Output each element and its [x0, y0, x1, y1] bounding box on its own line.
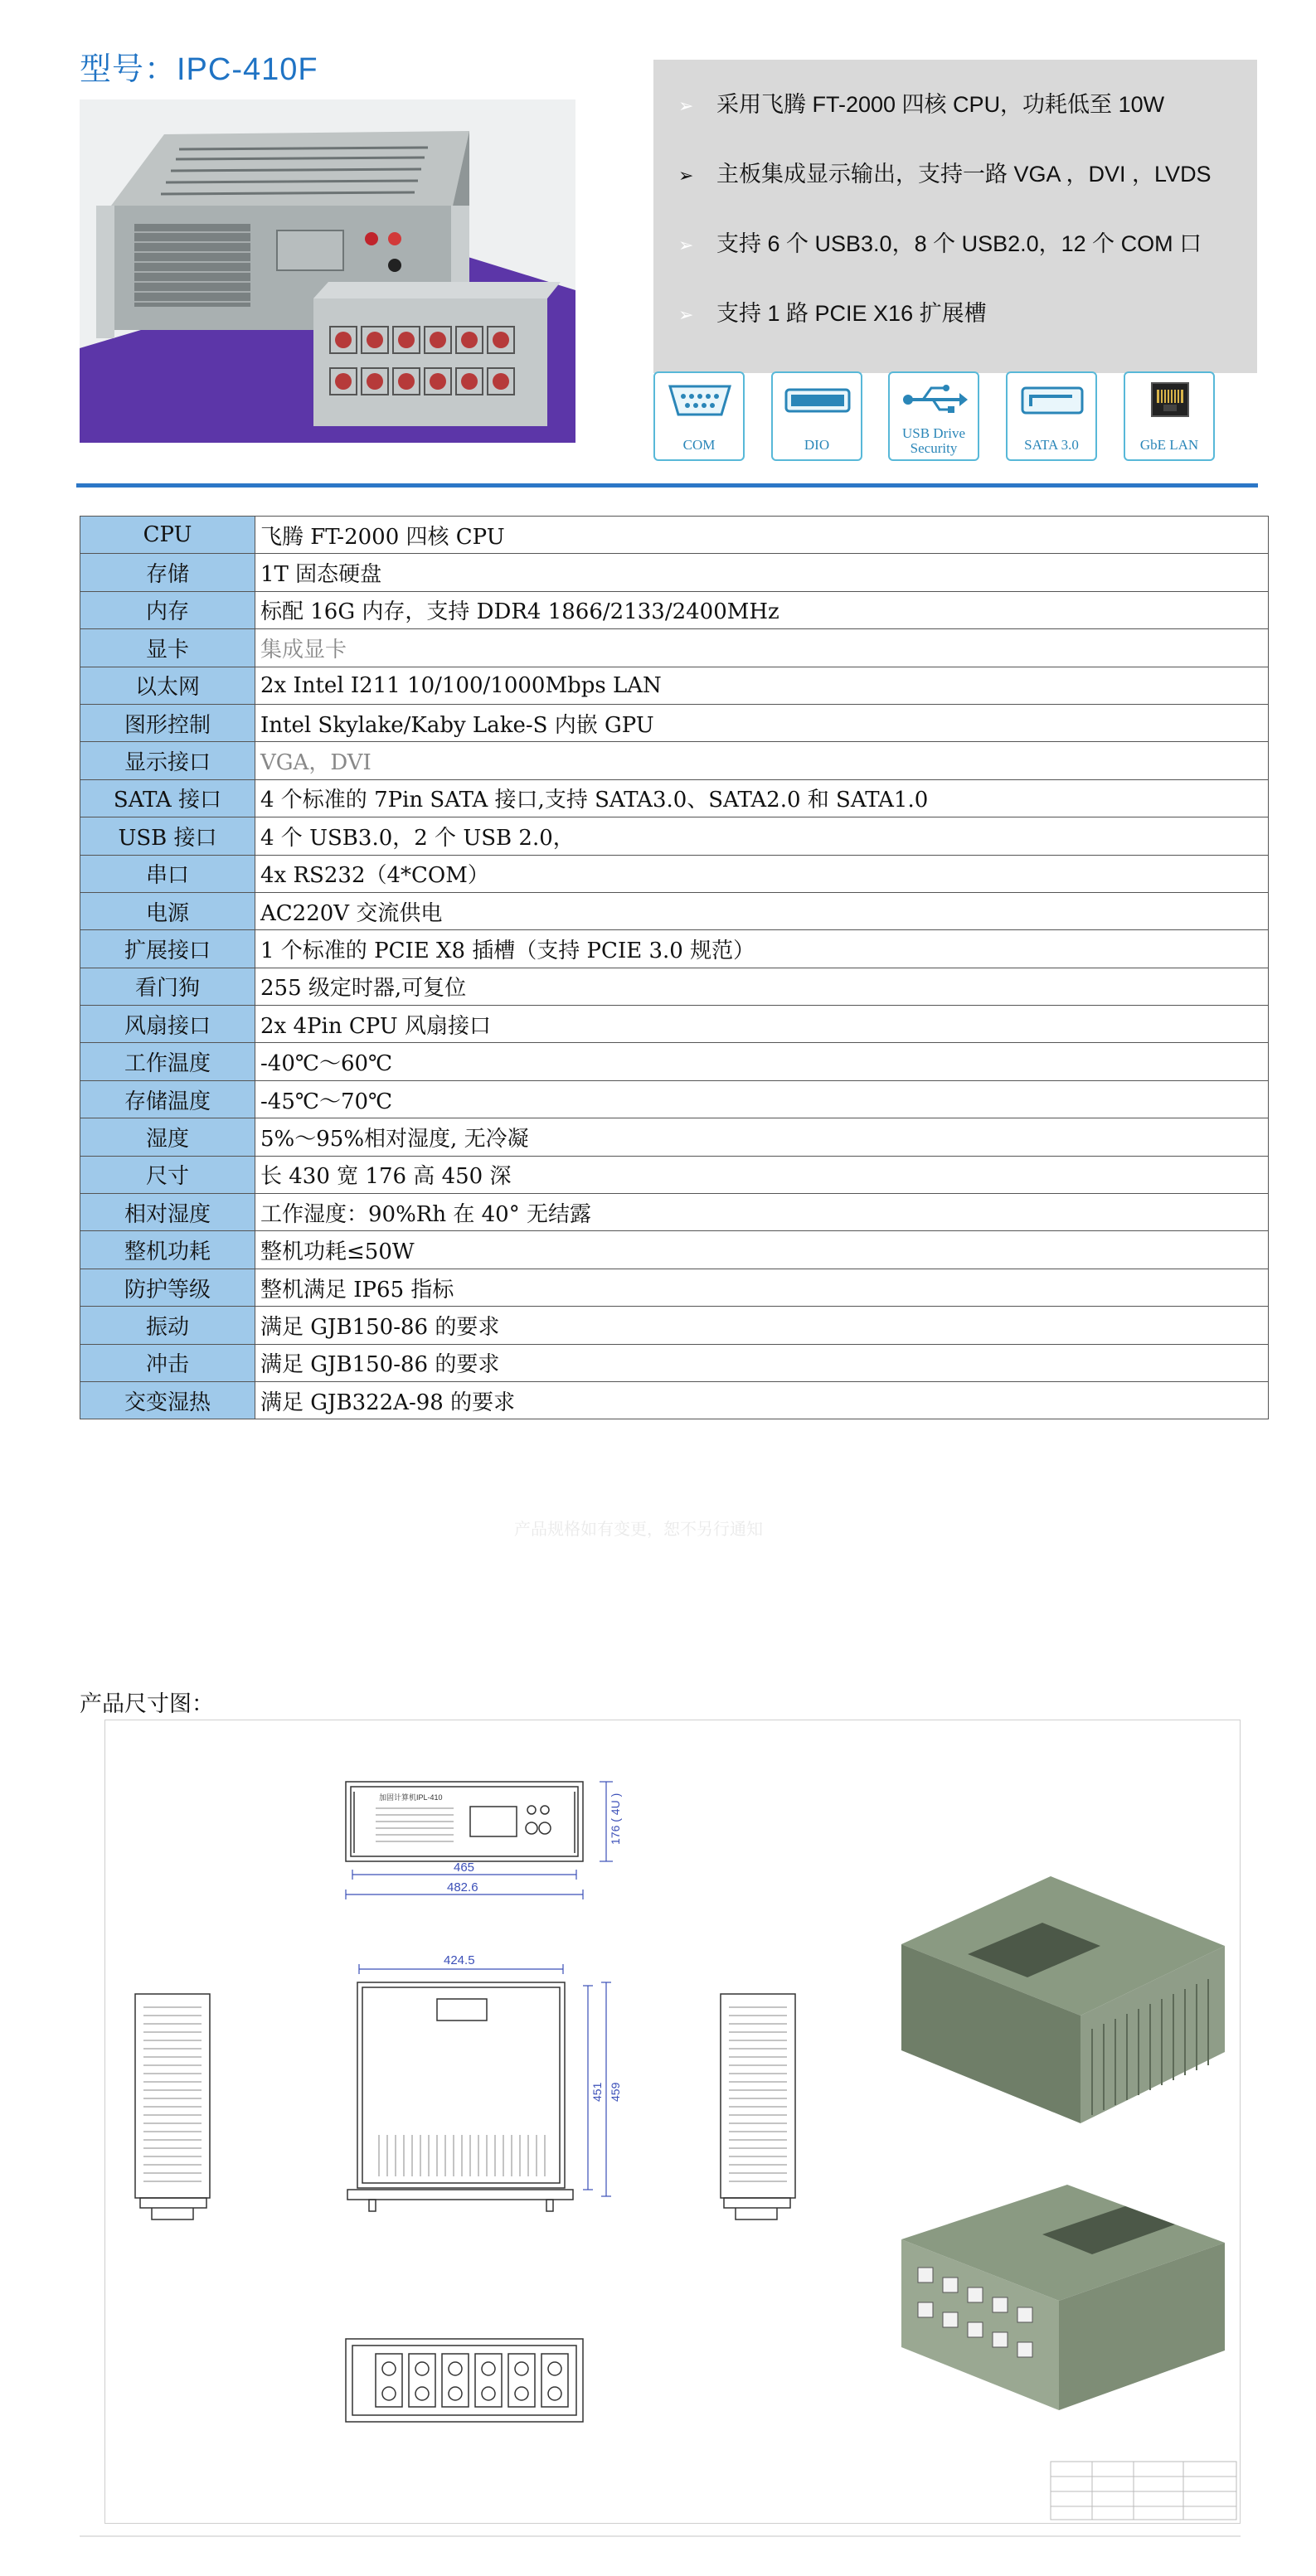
arrow-bullet-icon: ➢: [678, 235, 694, 255]
spec-value: 满足 GJB150-86 的要求: [255, 1344, 1269, 1381]
spec-value: AC220V 交流供电: [255, 892, 1269, 929]
feature-item: ➢ 支持 6 个 USB3.0，8 个 USB2.0，12 个 COM 口: [678, 231, 1202, 256]
spec-row: [80, 1080, 1269, 1118]
footer-divider: [80, 2535, 1241, 2537]
disclaimer-note: 产品规格如有变更，恕不另行通知: [514, 1521, 763, 1539]
spec-key: 湿度: [80, 1118, 255, 1156]
spec-key: 显示接口: [80, 742, 255, 779]
spec-row: [80, 704, 1269, 741]
feature-list: [653, 60, 1257, 373]
spec-row: [80, 1043, 1269, 1080]
interface-label: GbE LAN: [1139, 437, 1199, 453]
page-title: 型号：IPC-410F: [80, 52, 318, 87]
interface-label: USB Drive Security: [901, 425, 966, 456]
feature-item: ➢ 主板集成显示输出，支持一路 VGA ，DVI ，LVDS: [678, 162, 1212, 187]
interface-com: [653, 371, 745, 461]
spec-row: [80, 1194, 1269, 1231]
spec-row: [80, 855, 1269, 892]
spec-row: [80, 742, 1269, 779]
spec-row: [80, 517, 1269, 554]
spec-row: [80, 817, 1269, 855]
spec-key: 振动: [80, 1307, 255, 1344]
spec-key: CPU: [80, 517, 255, 554]
spec-row: [80, 1231, 1269, 1269]
spec-row: [80, 892, 1269, 929]
front-width-inner-label: 465: [454, 1860, 475, 1875]
spec-key: 相对湿度: [80, 1194, 255, 1231]
spec-key: 风扇接口: [80, 1006, 255, 1043]
spec-value: 整机功耗≤50W: [255, 1231, 1269, 1269]
top-depth-inner-label: 451: [590, 2082, 604, 2102]
spec-key: 图形控制: [80, 704, 255, 741]
serial-port-icon: [665, 380, 735, 421]
spec-key: 扩展接口: [80, 930, 255, 968]
spec-value: 4 个 USB3.0，2 个 USB 2.0，: [255, 817, 1269, 855]
rear-view: [346, 2339, 583, 2422]
dio-connector-icon: [783, 380, 852, 421]
arrow-bullet-icon: ➢: [678, 165, 694, 186]
spec-row: [80, 1118, 1269, 1156]
spec-key: 电源: [80, 892, 255, 929]
spec-key: 交变湿热: [80, 1381, 255, 1419]
interface-label: DIO: [804, 437, 830, 453]
spec-row: [80, 591, 1269, 628]
spec-value: 整机满足 IP65 指标: [255, 1269, 1269, 1306]
spec-row: [80, 930, 1269, 968]
front-height-label: 176 ( 4U ): [609, 1793, 622, 1845]
spec-row: [80, 629, 1269, 667]
product-photo: [80, 99, 575, 443]
spec-value: 满足 GJB150-86 的要求: [255, 1307, 1269, 1344]
feature-item: ➢ 支持 1 路 PCIE X16 扩展槽: [678, 301, 987, 326]
usb-icon: [900, 380, 969, 418]
interface-dio: [771, 371, 862, 461]
spec-value: 长 430 宽 176 高 450 深: [255, 1156, 1269, 1193]
spec-key: 冲击: [80, 1344, 255, 1381]
spec-value: 1 个标准的 PCIE X8 插槽（支持 PCIE 3.0 规范）: [255, 930, 1269, 968]
spec-value: 飞腾 FT-2000 四核 CPU: [255, 517, 1269, 554]
spec-value: 4 个标准的 7Pin SATA 接口,支持 SATA3.0、SATA2.0 和 SATA1.0: [255, 779, 1269, 817]
spec-row: [80, 1269, 1269, 1306]
drawing-title-block: [1051, 2462, 1236, 2520]
top-width-label: 424.5: [444, 1953, 475, 1967]
right-side-view: [721, 1994, 795, 2219]
spec-row: [80, 1344, 1269, 1381]
sata-icon: [1017, 380, 1087, 421]
spec-value: 255 级定时器,可复位: [255, 968, 1269, 1005]
spec-value: 2x Intel I211 10/100/1000Mbps LAN: [255, 667, 1269, 704]
spec-key: 整机功耗: [80, 1231, 255, 1269]
spec-value: 2x 4Pin CPU 风扇接口: [255, 1006, 1269, 1043]
arrow-bullet-icon: ➢: [678, 304, 694, 325]
dimension-heading: 产品尺寸图：: [80, 1691, 214, 1717]
spec-value: -45℃～70℃: [255, 1080, 1269, 1118]
interface-lan: [1124, 371, 1215, 461]
spec-key: 尺寸: [80, 1156, 255, 1193]
spec-row: [80, 1006, 1269, 1043]
ethernet-port-icon: [1135, 380, 1205, 421]
spec-table-body: [80, 517, 1269, 1419]
feature-item: ➢ 采用飞腾 FT-2000 四核 CPU，功耗低至 10W: [678, 92, 1165, 117]
interface-label: COM: [682, 437, 716, 453]
spec-value: 标配 16G 内存，支持 DDR4 1866/2133/2400MHz: [255, 591, 1269, 628]
spec-value: 集成显卡: [255, 629, 1269, 667]
front-panel-label: 加固计算机IPL-410: [379, 1793, 443, 1802]
spec-key: 存储: [80, 554, 255, 591]
interface-label: SATA 3.0: [1024, 437, 1079, 453]
spec-row: [80, 1381, 1269, 1419]
spec-key: 防护等级: [80, 1269, 255, 1306]
spec-value: -40℃～60℃: [255, 1043, 1269, 1080]
spec-key: 显卡: [80, 629, 255, 667]
left-side-view: [135, 1994, 210, 2219]
front-width-outer-label: 482.6: [447, 1880, 478, 1894]
spec-key: 存储温度: [80, 1080, 255, 1118]
spec-row: [80, 968, 1269, 1005]
section-divider: [76, 483, 1258, 488]
spec-key: 以太网: [80, 667, 255, 704]
spec-row: [80, 1307, 1269, 1344]
spec-key: USB 接口: [80, 817, 255, 855]
top-view: [347, 1982, 573, 2211]
interface-sata: [1006, 371, 1097, 461]
spec-table: [80, 516, 1269, 1419]
spec-key: 内存: [80, 591, 255, 628]
spec-value: Intel Skylake/Kaby Lake-S 内嵌 GPU: [255, 704, 1269, 741]
spec-row: [80, 779, 1269, 817]
spec-key: 串口: [80, 855, 255, 892]
spec-value: 1T 固态硬盘: [255, 554, 1269, 591]
spec-row: [80, 667, 1269, 704]
spec-row: [80, 1156, 1269, 1193]
spec-value: 5%～95%相对湿度, 无冷凝: [255, 1118, 1269, 1156]
interface-usb: [888, 371, 979, 461]
spec-value: 4x RS232（4*COM）: [255, 855, 1269, 892]
spec-value: 满足 GJB322A-98 的要求: [255, 1381, 1269, 1419]
dimension-drawing: [104, 1720, 1241, 2524]
arrow-bullet-icon: ➢: [678, 95, 694, 116]
spec-value: VGA，DVI: [255, 742, 1269, 779]
top-depth-outer-label: 459: [609, 2082, 622, 2102]
spec-key: SATA 接口: [80, 779, 255, 817]
spec-row: [80, 554, 1269, 591]
spec-value: 工作湿度：90%Rh 在 40° 无结露: [255, 1194, 1269, 1231]
spec-key: 看门狗: [80, 968, 255, 1005]
spec-key: 工作温度: [80, 1043, 255, 1080]
isometric-view-rear: [901, 2185, 1225, 2410]
isometric-view-front: [901, 1876, 1225, 2123]
